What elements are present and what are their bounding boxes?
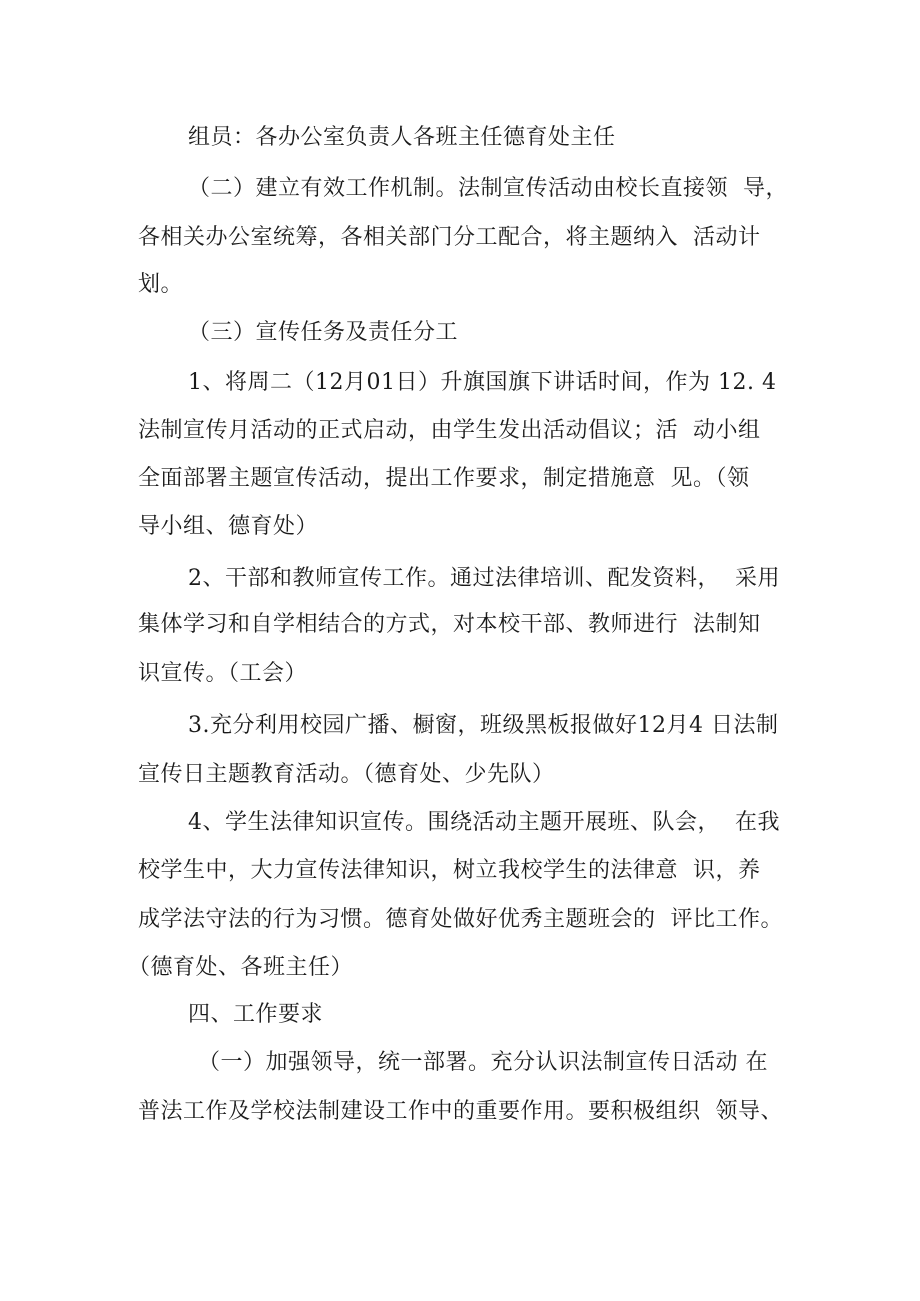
paragraph-line: 导小组、德育处） [138,514,319,539]
paragraph-line: 法制宣传月活动的正式启动，由学生发出活动倡议；活 动小组 [138,418,761,443]
paragraph-line: 4、学生法律知识宣传。围绕活动主题开展班、队会， 在我 [188,810,780,835]
paragraph-line: 宣传日主题教育活动。（德育处、少先队） [138,762,555,787]
paragraph-line: 各相关办公室统筹，各相关部门分工配合，将主题纳入 活动计 [138,225,761,250]
paragraph-line: （二）建立有效工作机制。法制宣传活动由校长直接领 导， [188,176,788,201]
paragraph-line: 普法工作及学校法制建设工作中的重要作用。要积极组织 领导、 [138,1099,783,1124]
paragraph-line: 划。 [138,272,184,297]
paragraph-line: 识宣传。（工会） [138,661,308,686]
paragraph-line: 3.充分利用校园广播、橱窗，班级黑板报做好12月4 日法制 [188,713,779,738]
paragraph-line: 2、干部和教师宣传工作。通过法律培训、配发资料， 采用 [188,566,780,591]
paragraph-line: （一）加强领导，统一部署。充分认识法制宣传日活动 在 [198,1050,768,1075]
paragraph-line: 集体学习和自学相结合的方式，对本校干部、教师进行 法制知 [138,612,761,637]
paragraph-line: 1、将周二（12月01日）升旗国旗下讲话时间，作为 12. 4 [188,370,777,395]
section-heading: 四、工作要求 [188,1002,324,1027]
paragraph-line: 全面部署主题宣传活动，提出工作要求，制定措施意 见。（领 [138,466,750,491]
paragraph-line: （德育处、各班主任） [128,955,354,980]
paragraph-line: 成学法守法的行为习惯。德育处做好优秀主题班会的 评比工作。 [138,907,783,932]
paragraph-line: 组员：各办公室负责人各班主任德育处主任 [188,125,616,150]
section-heading: （三）宣传任务及责任分工 [188,320,459,345]
paragraph-line: 校学生中，大力宣传法律知识，树立我校学生的法律意 识，养 [138,858,761,883]
